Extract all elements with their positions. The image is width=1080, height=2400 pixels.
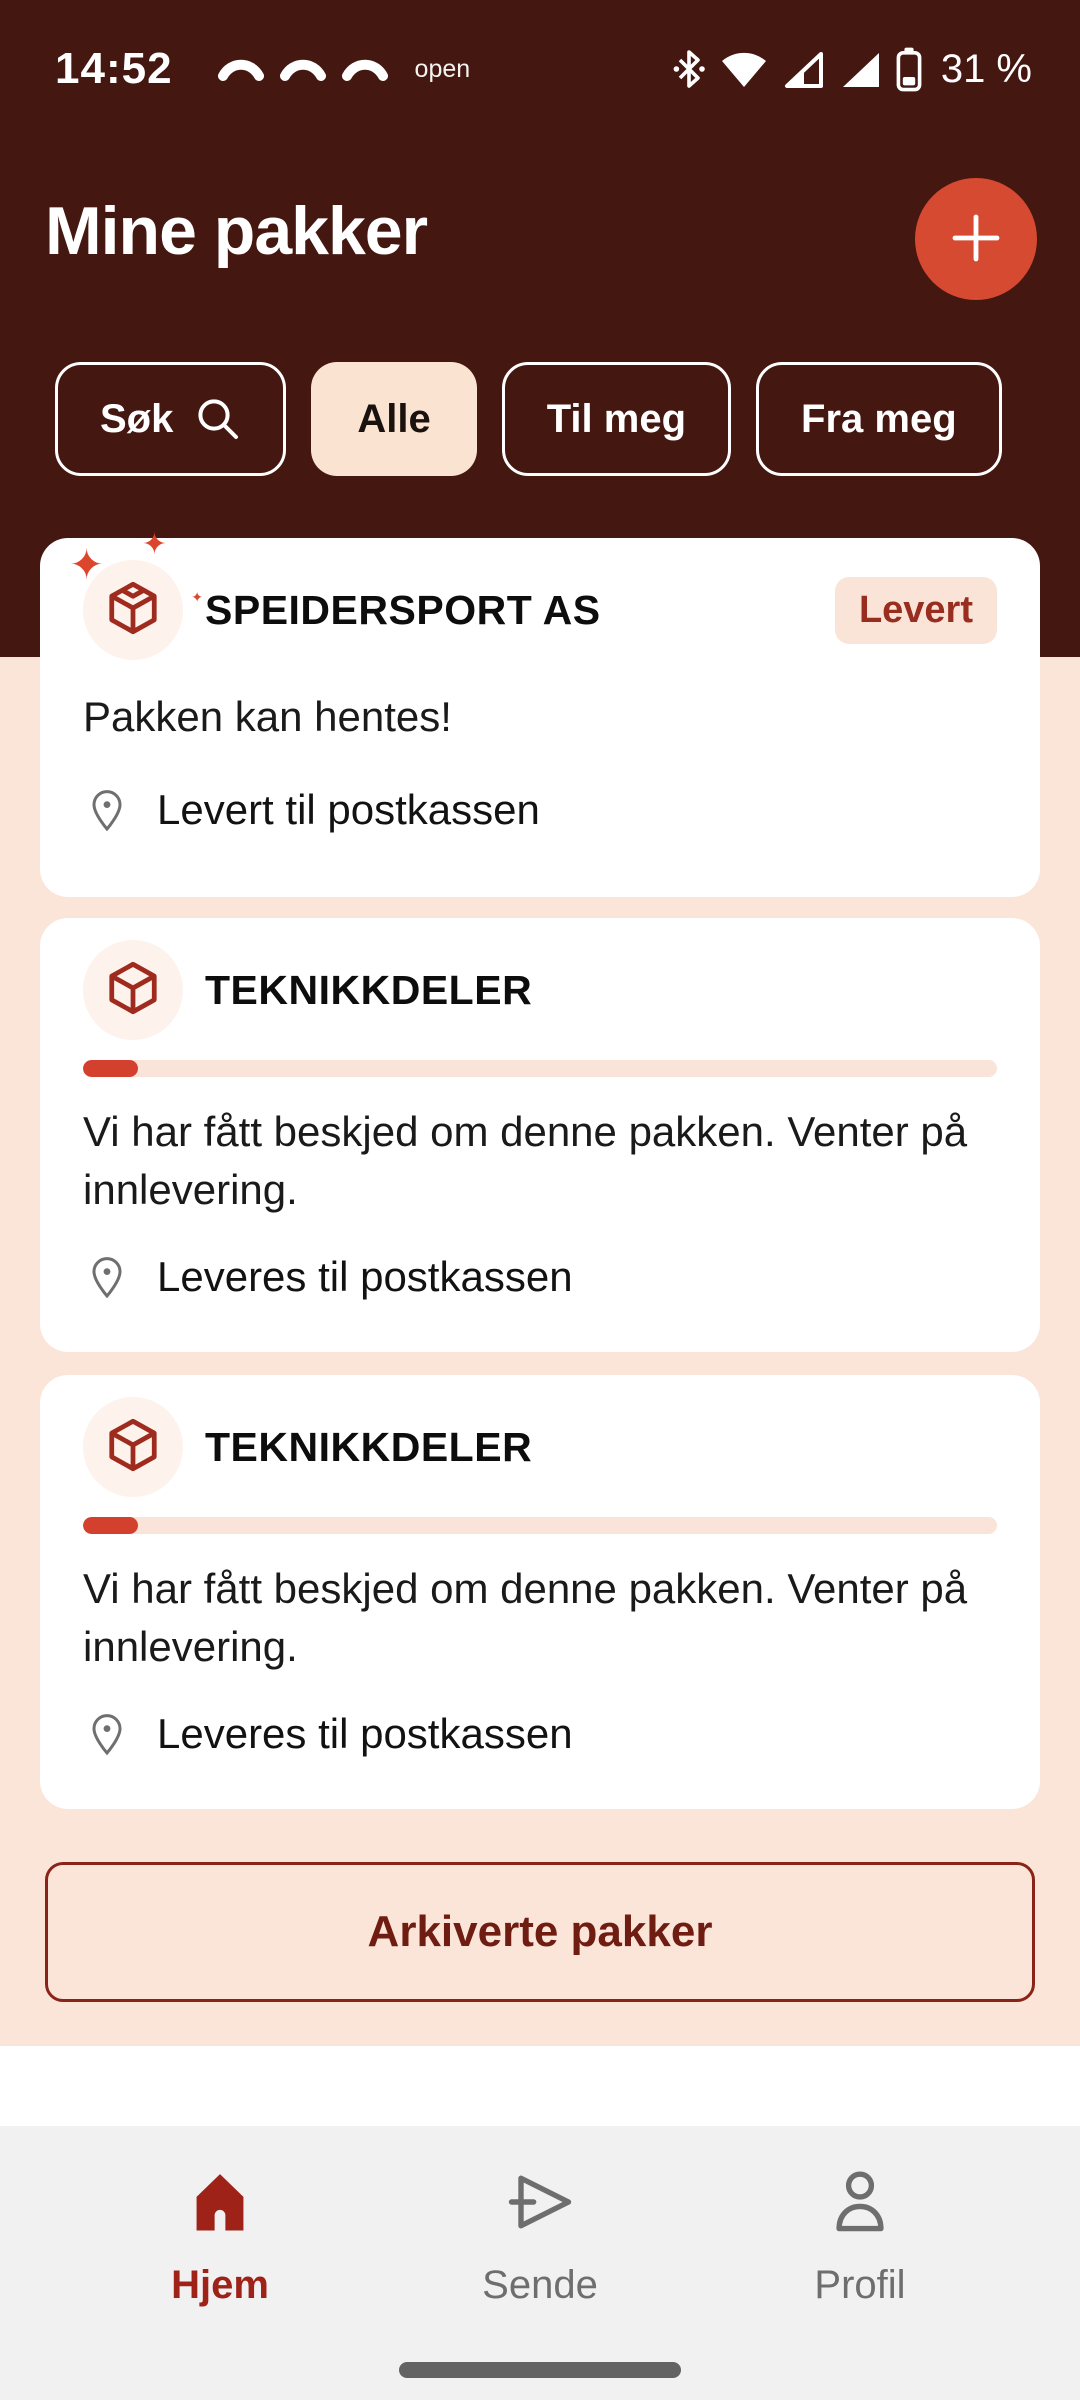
delivery-text: Leveres til postkassen — [157, 1252, 573, 1300]
page-title: Mine pakker — [45, 193, 428, 269]
status-time: 14:52 — [55, 44, 173, 93]
nav-label: Sende — [482, 2263, 598, 2307]
package-sender: TEKNIKKDELER — [205, 1423, 533, 1470]
plus-icon — [947, 209, 1005, 270]
package-avatar — [83, 940, 183, 1040]
call-end-icon — [279, 54, 327, 84]
delivery-text: Leveres til postkassen — [157, 1709, 573, 1757]
package-status-text: Vi har fått beskjed om denne pakken. Venter på innlevering. — [83, 1565, 968, 1670]
sparkle-icon: ✦ — [69, 541, 105, 588]
package-card-header — [69, 528, 997, 660]
call-notification-icons — [217, 54, 389, 84]
status-badge: Levert — [835, 577, 997, 644]
package-card[interactable] — [40, 918, 1040, 1352]
send-icon — [502, 2164, 578, 2245]
status-bar — [0, 0, 1080, 110]
signal-full-icon — [839, 47, 883, 91]
progress-bar — [83, 1060, 997, 1077]
package-sender: SPEIDERSPORT AS — [205, 586, 601, 633]
delivery-row — [83, 1253, 997, 1301]
profile-icon — [822, 2164, 898, 2245]
wifi-icon — [719, 48, 769, 90]
package-avatar — [69, 528, 203, 660]
package-card[interactable] — [40, 528, 1040, 897]
add-package-button[interactable] — [915, 178, 1037, 300]
search-icon — [195, 396, 241, 442]
home-icon — [182, 2164, 258, 2245]
progress-bar-fill — [83, 1517, 138, 1534]
package-card-header — [83, 940, 997, 1040]
battery-percent: 31 % — [940, 46, 1032, 91]
package-icon — [103, 958, 163, 1023]
filter-bar — [55, 362, 1002, 476]
bottom-navigation — [0, 2126, 1080, 2400]
battery-icon — [896, 46, 922, 92]
package-sparkle-icon — [103, 578, 163, 643]
carrier-label: open — [414, 54, 471, 83]
progress-bar-fill — [83, 1060, 138, 1077]
filter-chip-fra-meg[interactable]: Fra meg — [756, 362, 1002, 476]
progress-bar — [83, 1517, 997, 1534]
package-status-text: Vi har fått beskjed om denne pakken. Venter på innlevering. — [83, 1108, 968, 1213]
bluetooth-icon — [672, 47, 706, 91]
filter-chip-til-meg[interactable]: Til meg — [502, 362, 731, 476]
nav-item-hjem[interactable] — [110, 2164, 330, 2308]
status-icons — [672, 46, 1032, 92]
nav-item-sende[interactable] — [430, 2164, 650, 2308]
package-card[interactable] — [40, 1375, 1040, 1809]
package-status-text: Pakken kan hentes! — [83, 693, 452, 740]
filter-chip-alle[interactable]: Alle — [311, 362, 476, 476]
nav-label: Hjem — [171, 2263, 269, 2307]
home-indicator[interactable] — [399, 2362, 681, 2378]
search-chip-label: Søk — [100, 396, 174, 441]
location-pin-icon — [83, 786, 131, 834]
search-chip[interactable] — [55, 362, 286, 476]
call-end-icon — [217, 54, 265, 84]
delivery-row — [83, 786, 997, 834]
nav-item-profil[interactable] — [750, 2164, 970, 2308]
package-avatar — [83, 1397, 183, 1497]
nav-label: Profil — [814, 2263, 906, 2307]
location-pin-icon — [83, 1710, 131, 1758]
delivery-row — [83, 1710, 997, 1758]
sparkle-icon: ✦ — [191, 589, 203, 605]
package-sender: TEKNIKKDELER — [205, 966, 533, 1013]
archived-packages-button[interactable]: Arkiverte pakker — [45, 1862, 1035, 2002]
location-pin-icon — [83, 1253, 131, 1301]
signal-partial-icon — [782, 47, 826, 91]
package-icon — [103, 1415, 163, 1480]
sparkle-icon: ✦ — [141, 528, 167, 561]
call-end-icon — [341, 54, 389, 84]
delivery-text: Levert til postkassen — [157, 785, 540, 833]
package-card-header — [83, 1397, 997, 1497]
